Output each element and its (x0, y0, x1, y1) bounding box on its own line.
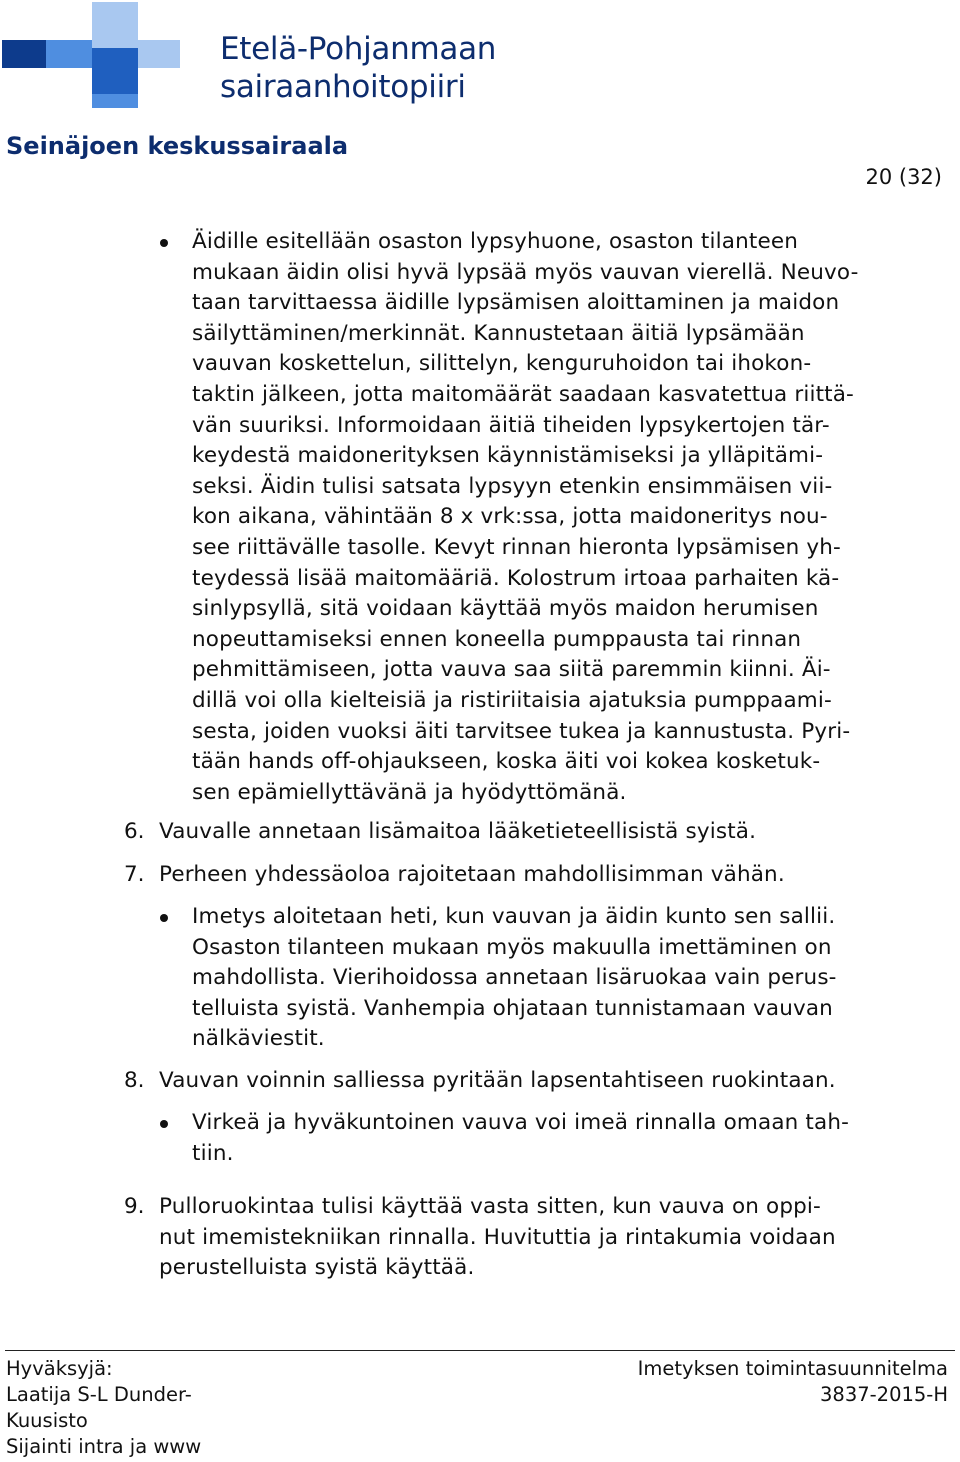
text-line: taktin jälkeen, jotta maitomäärät saadaan kasvatettua riittä- (192, 381, 854, 407)
bullet-paragraph-virkea (192, 1108, 849, 1169)
document-location: Sijainti intra ja www (6, 1435, 202, 1458)
bullet-paragraph-lypsy (192, 227, 858, 808)
text-line: Äidille esitellään osaston lypsyhuone, osaston tilanteen (192, 229, 798, 254)
text-line: Virkeä ja hyväkuntoinen vauva voi imeä rinnalla omaan tah- (192, 1110, 850, 1135)
list-item-6-line: Vauvalle annetaan lisämaitoa lääketieteellisistä syistä. (159, 819, 757, 844)
document-code: 3837-2015-H (820, 1383, 948, 1406)
author-line2: Kuusisto (6, 1409, 88, 1432)
text-line: sinlypsyllä, sitä voidaan käyttää myös maidon herumisen (192, 596, 819, 622)
hospital-name: Seinäjoen keskussairaala (6, 132, 349, 160)
approved-label: Hyväksyjä: (6, 1357, 113, 1380)
text-line: nut imemistekniikan rinnalla. Huvituttia ja rintakumia voidaan (159, 1224, 836, 1250)
list-item-8-line: Vauvan voinnin salliessa pyritään lapsentahtiseen ruokintaan. (159, 1068, 836, 1093)
text-line: tiin. (192, 1140, 234, 1166)
organization-name-line2: sairaanhoitopiiri (220, 69, 466, 105)
text-line: vauvan koskettelun, silittelyn, kenguruhoidon tai ihokon- (192, 351, 812, 377)
text-line: Imetys aloitetaan heti, kun vauvan ja äidin kunto sen sallii. (192, 904, 836, 929)
hospital-district-logo (0, 0, 200, 110)
text-line: dillä voi olla kielteisiä ja ristiriitaisia ajatuksia pumppaami- (192, 687, 832, 713)
list-number-6: 6. (124, 819, 145, 844)
text-line: vän suuriksi. Informoidaan äitiä tiheiden lypsykertojen tär- (192, 412, 830, 438)
text-line: mahdollista. Vierihoidossa annetaan lisäruokaa vain perus- (192, 965, 837, 991)
list-item-7-text (159, 860, 785, 891)
organization-name-line1: Etelä-Pohjanmaan (220, 31, 497, 67)
text-line: sesta, joiden vuoksi äiti tarvitsee tukea ja kannustusta. Pyri- (192, 718, 851, 744)
text-line: keydestä maidonerityksen käynnistämiseksi ja ylläpitämi- (192, 443, 824, 469)
text-line: Osaston tilanteen mukaan myös makuulla imettäminen on (192, 934, 832, 960)
footer-divider (5, 1350, 955, 1351)
list-item-9-text (159, 1192, 836, 1284)
text-line: tään hands off-ohjaukseen, koska äiti voi kokea kosketuk- (192, 749, 821, 775)
text-line: Pulloruokintaa tulisi käyttää vasta sitten, kun vauva on oppi- (159, 1194, 821, 1219)
text-line: see riittävälle tasolle. Kevyt rinnan hieronta lypsämisen yh- (192, 534, 841, 560)
text-line: perustelluista syistä käyttää. (159, 1255, 475, 1281)
bullet-dot (160, 239, 168, 247)
text-line: pehmittämiseen, jotta vauva saa siitä paremmin kiinni. Äi- (192, 657, 831, 683)
list-number-9: 9. (124, 1194, 145, 1219)
author-line1: Laatija S-L Dunder- (6, 1383, 192, 1406)
text-line: kon aikana, vähintään 8 x vrk:ssa, jotta maidoneritys nou- (192, 504, 828, 530)
text-line: teydessä lisää maitomääriä. Kolostrum irtoaa parhaiten kä- (192, 565, 840, 591)
footer-document-info (638, 1356, 948, 1408)
bullet-dot (160, 914, 168, 922)
text-line: telluista syistä. Vanhempia ohjataan tunnistamaan vauvan (192, 995, 833, 1021)
bullet-dot (160, 1120, 168, 1128)
text-line: nälkäviestit. (192, 1026, 325, 1052)
text-line: taan tarvittaessa äidille lypsämisen aloittaminen ja maidon (192, 290, 840, 316)
bullet-paragraph-imetys (192, 902, 837, 1055)
list-item-7-line: Perheen yhdessäoloa rajoitetaan mahdollisimman vähän. (159, 862, 785, 887)
footer-approval-info (6, 1356, 201, 1460)
text-line: sen epämiellyttävänä ja hyödyttömänä. (192, 779, 627, 805)
list-item-8-text (159, 1066, 836, 1097)
page-number: 20 (32) (865, 165, 942, 189)
list-number-7: 7. (124, 862, 145, 887)
organization-name (220, 30, 496, 106)
text-line: mukaan äidin olisi hyvä lypsää myös vauvan vierellä. Neuvo- (192, 259, 859, 285)
text-line: nopeuttamiseksi ennen koneella pumppausta tai rinnan (192, 626, 802, 652)
text-line: säilyttäminen/merkinnät. Kannustetaan äitiä lypsämään (192, 320, 805, 346)
list-number-8: 8. (124, 1068, 145, 1093)
list-item-6-text (159, 817, 756, 848)
document-title: Imetyksen toimintasuunnitelma (637, 1357, 948, 1380)
text-line: seksi. Äidin tulisi satsata lypsyyn etenkin ensimmäisen vii- (192, 473, 833, 499)
